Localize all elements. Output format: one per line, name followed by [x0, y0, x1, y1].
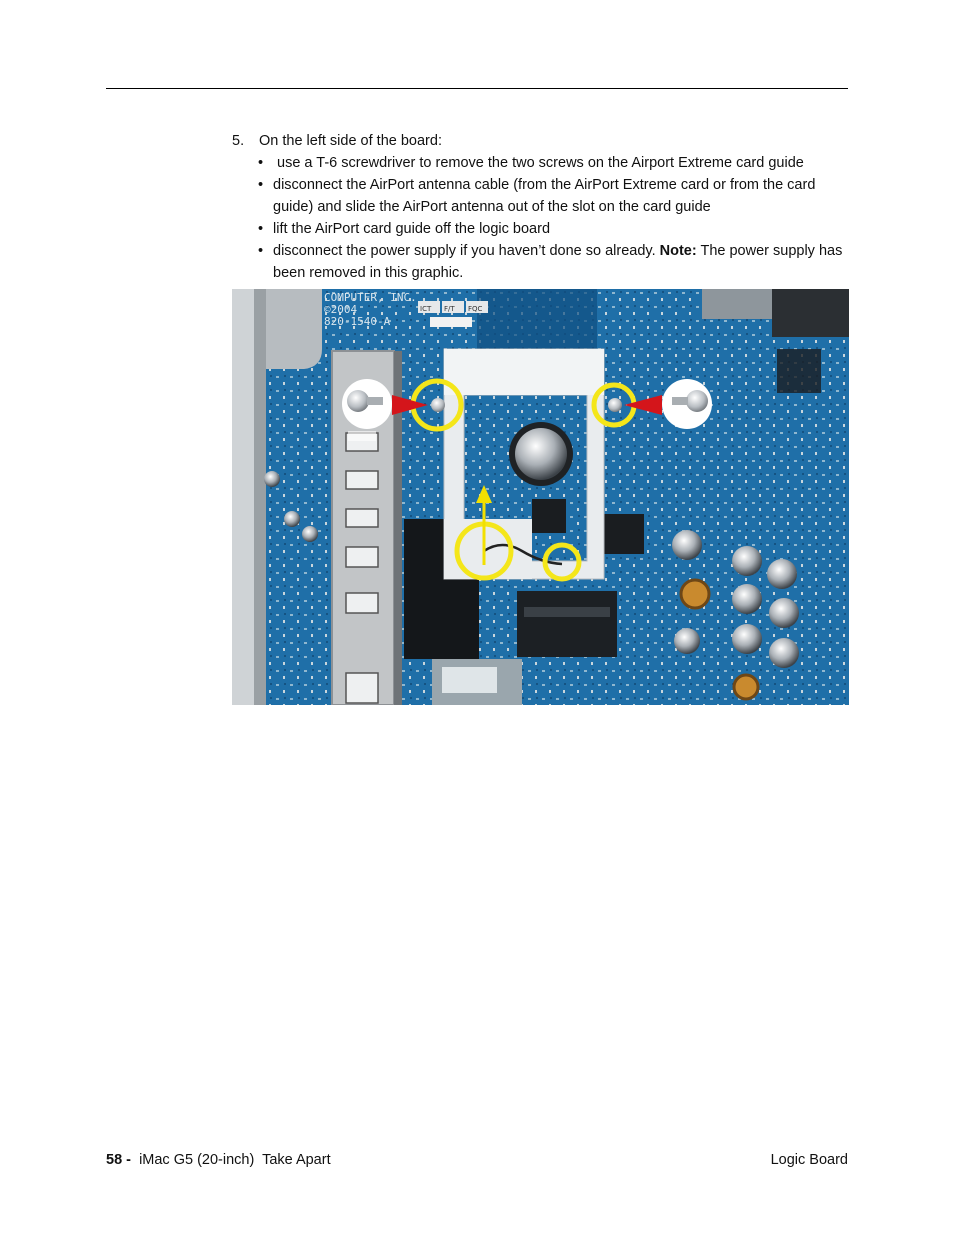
label-text: FQC — [468, 305, 483, 313]
card-guide-top-bar — [444, 349, 604, 395]
usb-port — [346, 509, 378, 527]
connector-pins — [524, 607, 610, 617]
page-footer-section: Logic Board — [770, 1152, 848, 1168]
chip — [777, 349, 821, 393]
chip — [532, 499, 566, 533]
doc-title: iMac G5 (20-inch) Take Apart — [139, 1152, 331, 1168]
label-text: ICT — [420, 305, 432, 313]
bullet-item: • use a T-6 screwdriver to remove the two screws on the Airport Extreme card guide — [258, 152, 852, 174]
page-footer-left — [106, 1150, 331, 1170]
connector-block — [517, 591, 617, 657]
step-5 — [232, 130, 852, 284]
step-intro-text: On the left side of the board: — [259, 133, 442, 149]
silkscreen-text: COMPUTER, INC. — [324, 291, 417, 304]
usb-port — [346, 471, 378, 489]
battery — [515, 428, 567, 480]
top-right-bracket — [772, 289, 849, 337]
silkscreen-text: ©2004 — [324, 303, 358, 316]
step-number: 5. — [232, 133, 245, 149]
bullet-item — [258, 240, 852, 284]
chassis-edge — [232, 289, 254, 705]
page-number: 58 - — [106, 1152, 131, 1168]
label-text: F/T — [444, 305, 455, 313]
silkscreen-text: 820-1540-A — [324, 315, 391, 328]
firewire-port — [346, 593, 378, 613]
screw-icon — [662, 379, 712, 429]
bullet-item: • lift the AirPort card guide off the logic board — [258, 218, 852, 240]
airport-card-label — [442, 667, 497, 693]
logic-board-photo — [232, 289, 849, 705]
step-intro — [232, 130, 852, 152]
display-port — [348, 431, 376, 441]
firewire-port — [346, 547, 378, 567]
chassis-rail — [254, 289, 266, 705]
screw-head — [431, 398, 445, 412]
screw-head — [608, 398, 622, 412]
bullet-text: The power supply has been removed in this graphic. — [273, 243, 843, 281]
bullet-text: disconnect the power supply if you haven’t done so already. — [273, 243, 660, 259]
dark-board-zone — [477, 289, 597, 349]
note-label: Note: — [659, 243, 697, 259]
ethernet-port — [346, 673, 378, 703]
bullet-item: • disconnect the AirPort antenna cable (from the AirPort Extreme card or from the card guide) and slide the AirPort antenna out of the slot on the card guide — [258, 174, 852, 218]
sticker — [430, 317, 472, 327]
header-rule — [106, 88, 848, 89]
step-bullet-list — [232, 152, 852, 284]
chip — [604, 514, 644, 554]
screw-icon — [342, 379, 392, 429]
metal-bracket — [266, 289, 322, 369]
top-right-metal — [702, 289, 772, 319]
